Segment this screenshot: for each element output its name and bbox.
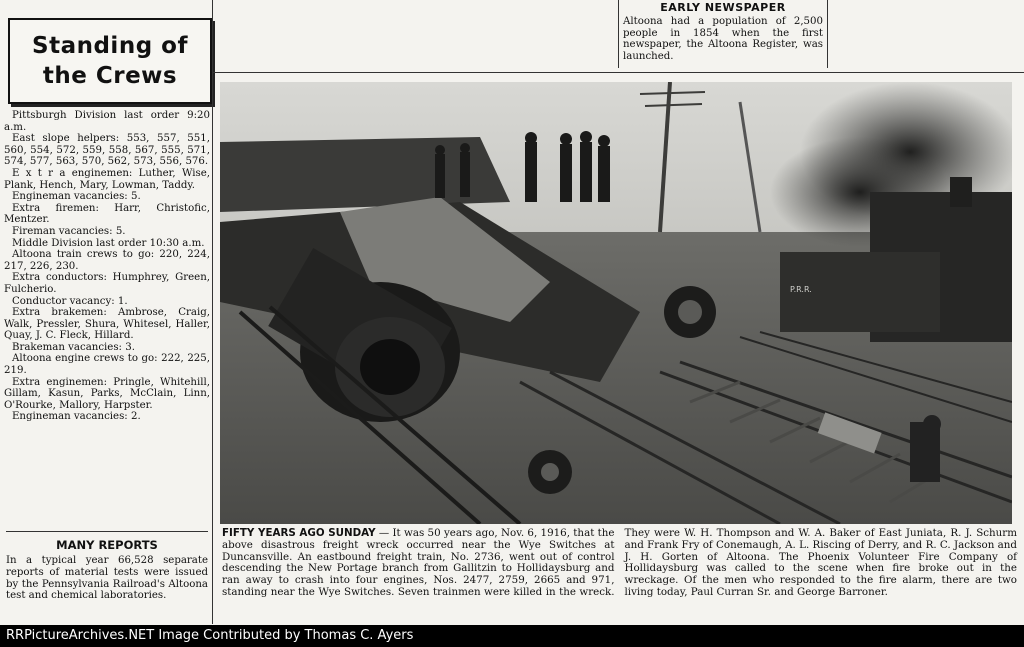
crews-paragraph: East slope helpers: 553, 557, 551, 560, 554, 572, 559, 558, 567, 555, 571, 574, 577, 563, 570, 562, 573, 556, 576. xyxy=(4,133,210,168)
train-wreck-photo xyxy=(220,82,1012,524)
top-divider xyxy=(212,72,1024,73)
many-reports-heading: MANY REPORTS xyxy=(56,538,158,552)
footer-credit: RRPictureArchives.NET Image Contributed by Thomas C. Ayers xyxy=(6,628,414,643)
train-wreck-photo-graphic xyxy=(220,82,1012,524)
standing-title-box xyxy=(8,18,212,104)
crews-paragraph: Altoona engine crews to go: 222, 225, 219. xyxy=(4,353,210,377)
photo-caption xyxy=(222,528,1017,599)
crews-paragraph: Pittsburgh Division last order 9:20 a.m. xyxy=(4,110,210,133)
standing-title-line2: the Crews xyxy=(42,63,178,89)
crews-paragraph: Engineman vacancies: 5. xyxy=(12,191,141,203)
crews-paragraph: Altoona train crews to go: 220, 224, 217, 226, 230. xyxy=(4,249,210,272)
crews-paragraph: Engineman vacancies: 2. xyxy=(12,411,141,423)
standing-of-crews-list xyxy=(4,110,210,423)
crews-paragraph: E x t r a enginemen: Luther, Wise, Plank, Hench, Mary, Lowman, Taddy. xyxy=(4,167,210,191)
crews-paragraph: Fireman vacancies: 5. xyxy=(12,225,126,237)
early-newspaper-body: Altoona had a population of 2,500 people in 1854 when the first newspaper, the Altoona Register, was launched. xyxy=(623,16,823,62)
crews-paragraph: Extra brakemen: Ambrose, Craig, Walk, Pressler, Shura, Whitesel, Haller, Quay, J. C. Fleck, Hillard. xyxy=(4,307,210,342)
crews-paragraph: Brakeman vacancies: 3. xyxy=(12,341,135,353)
crews-paragraph: Extra firemen: Harr, Christofic, Mentzer. xyxy=(4,202,210,226)
crews-paragraph: Middle Division last order 10:30 a.m. xyxy=(12,237,205,249)
early-newspaper-box xyxy=(618,0,828,68)
caption-text: — It was 50 years ago, Nov. 6, 1916, that the above disastrous freight wreck occurred near the Wye Switches at Duncansville. An eastbound freight train, No. 2736, went out of control descending the New Portage branch from Gallitzin to Hollidaysburg and ran away to crash into four engines, Nos. 2477, 2759, 2665 and 971, standing near the Wye Switches. Seven trainmen were killed in the wreck. They were W. H. Thompson and W. A. Baker of East Juniata, R. J. Schurm and Frank Fry of Conemaugh, A. L. Riscing of Derry, and R. C. Jackson and J. H. Gorten of Altoona. The Phoenix Volunteer Fire Company of Hollidaysburg was called to the scene when fire broke out in the wreckage. Of the men who responded to the fire alarm, there are two living today, Paul Curran Sr. and George Barroner. xyxy=(222,527,1017,598)
footer-credit-bar xyxy=(0,625,1024,647)
standing-title-line1: Standing of xyxy=(32,33,188,59)
crews-paragraph: Conductor vacancy: 1. xyxy=(12,295,128,307)
column-divider xyxy=(212,0,213,624)
boxcar-marking: P.R.R. xyxy=(790,285,812,294)
crews-paragraph: Extra enginemen: Pringle, Whitehill, Gillam, Kasun, Parks, McClain, Linn, O'Rourke, Mallory, Harpster. xyxy=(4,376,210,411)
standing-title xyxy=(32,31,188,91)
early-newspaper-heading: EARLY NEWSPAPER xyxy=(660,1,786,14)
many-reports-body: In a typical year 66,528 separate reports of material tests were issued by the Pennsylvania Railroad's Altoona test and chemical laboratories. xyxy=(6,555,208,602)
left-divider xyxy=(6,531,208,532)
caption-lead: FIFTY YEARS AGO SUNDAY xyxy=(222,527,376,539)
crews-paragraph: Extra conductors: Humphrey, Green, Fulcherio. xyxy=(4,272,210,295)
